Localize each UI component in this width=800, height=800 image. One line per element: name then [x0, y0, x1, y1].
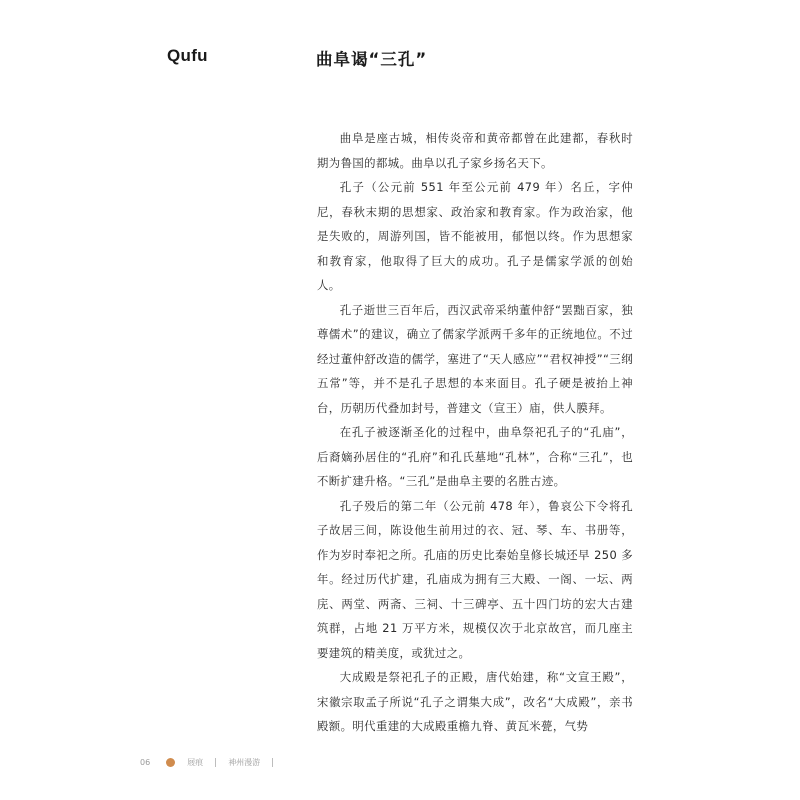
- book-title: 神州漫游: [228, 758, 261, 767]
- chapter-label: 屐痕: [187, 758, 204, 767]
- paragraph-2: 孔子（公元前 551 年至公元前 479 年）名丘，字仲尼，春秋末期的思想家、政治家和教育家。作为政治家，他是失败的，周游列国，皆不能被用，郁悒以终。作为思想家和教育家，他取得了巨大的成功。孔子是儒家学派的创始人。: [317, 180, 633, 292]
- page-number: 06: [140, 758, 151, 767]
- paragraph-4: 在孔子被逐渐圣化的过程中，曲阜祭祀孔子的“孔庙”，后裔嫡孙居住的“孔府”和孔氏墓地“孔林”，合称“三孔”，也不断扩建升格。“三孔”是曲阜主要的名胜古迹。: [317, 425, 633, 488]
- footer-divider-end: [272, 758, 273, 767]
- paragraph-1: 曲阜是座古城，相传炎帝和黄帝都曾在此建都，春秋时期为鲁国的都城。曲阜以孔子家乡扬名天下。: [317, 131, 633, 170]
- page-title: 曲阜谒“三孔”: [316, 50, 428, 69]
- section-label: Qufu: [167, 46, 208, 65]
- article-body: [317, 126, 633, 739]
- page-footer: [140, 757, 285, 768]
- accent-dot-icon: [166, 758, 175, 767]
- paragraph-6: 大成殿是祭祀孔子的正殿，唐代始建，称“文宣王殿”，宋徽宗取孟子所说“孔子之谓集大成”，改名“大成殿”，亲书殿额。明代重建的大成殿重檐九脊、黄瓦米甍，气势: [317, 670, 633, 733]
- footer-divider: [215, 758, 216, 767]
- paragraph-5: 孔子殁后的第二年（公元前 478 年），鲁哀公下令将孔子故居三间，陈设他生前用过的衣、冠、琴、车、书册等，作为岁时奉祀之所。孔庙的历史比秦始皇修长城还早 250 多年。经过历代扩建，孔庙成为拥有三大殿、一阁、一坛、两庑、两堂、两斋、三祠、十三碑亭、五十四门坊的宏大古建筑群，占地 21 万平方米，规模仅次于北京故宫，而几座主要建筑的精美度，或犹过之。: [317, 498, 633, 660]
- paragraph-3: 孔子逝世三百年后，西汉武帝采纳董仲舒“罢黜百家，独尊儒术”的建议，确立了儒家学派两千多年的正统地位。不过经过董仲舒改造的儒学，塞进了“天人感应”“君权神授”“三纲五常”等，并不是孔子思想的本来面目。孔子硬是被抬上神台，历朝历代叠加封号，普建文（宣王）庙，供人膜拜。: [317, 302, 633, 415]
